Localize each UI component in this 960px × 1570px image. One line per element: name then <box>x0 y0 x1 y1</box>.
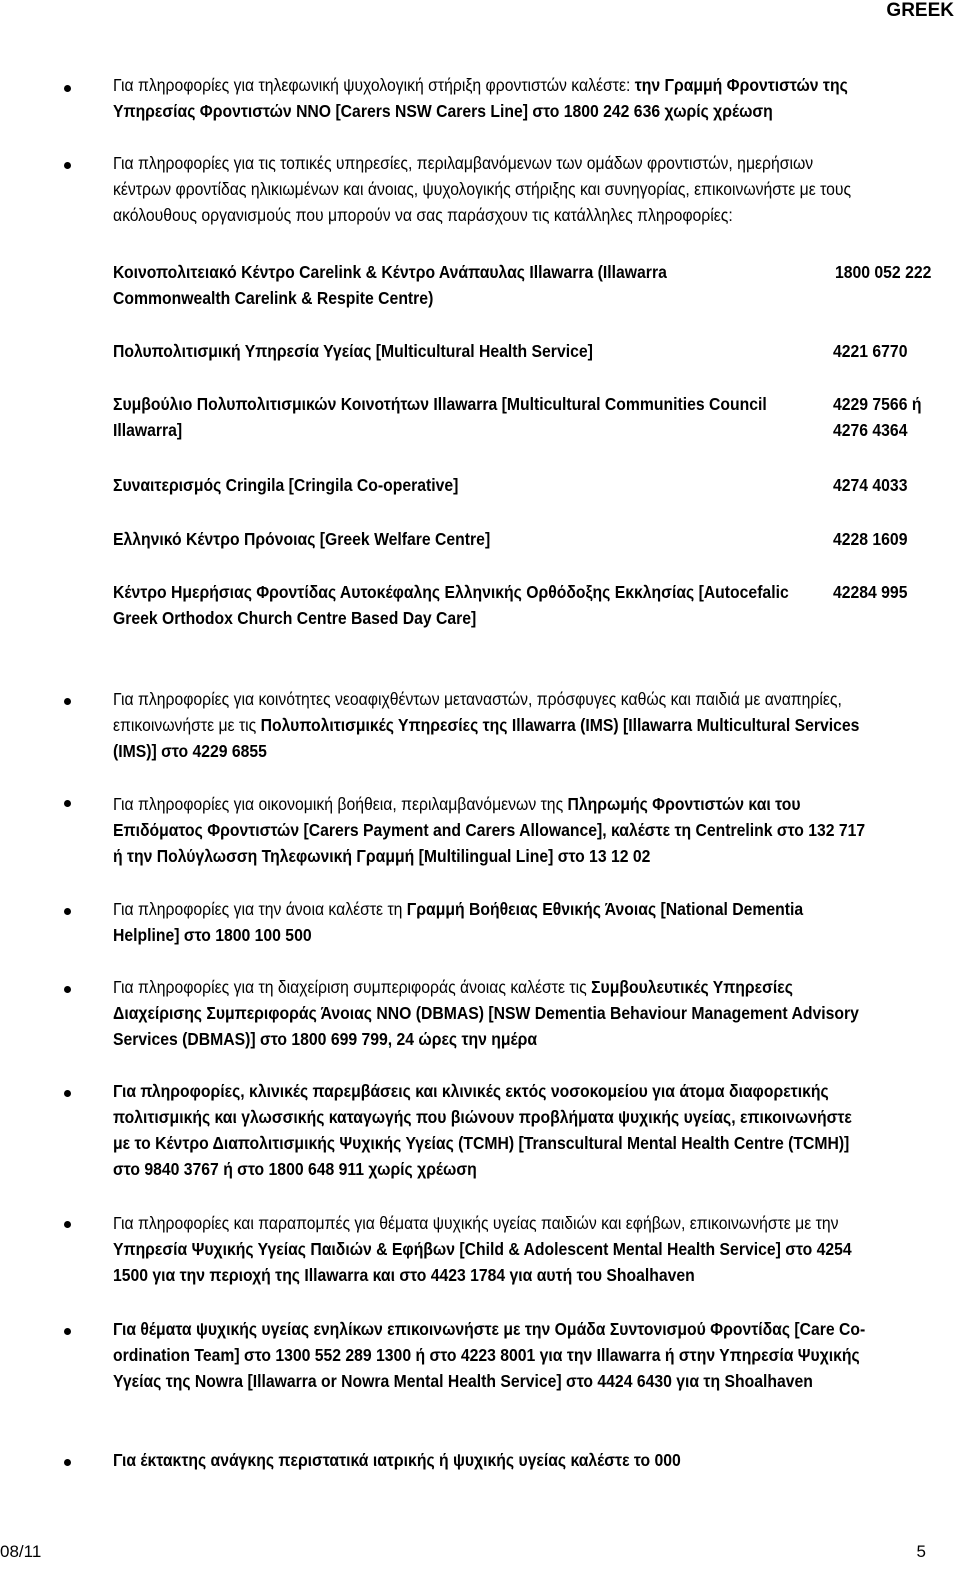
bullet-icon <box>64 1221 71 1228</box>
bullet-icon <box>64 1459 71 1466</box>
item-bold-text: Πολυπολιτισμικές Υπηρεσίες της Illawarra (IMS) [Illawarra Multicultural Services (IMS)] στο 4229 6855 <box>113 715 860 761</box>
intro-2-text: Για πληροφορίες για τις τοπικές υπηρεσίες, περιλαμβανόμενων των ομάδων φροντιστών, ημερήσιων κέντρων φροντίδας ηλικιωμένων και άνοιας, ψυχολογικής στήριξης και συνηγορίας, επικοινωνήστε με τους ακόλουθους οργανισμούς που μπορούν να σας παράσχουν τις κατάλληλες πληροφορίες: <box>113 153 852 225</box>
page-number: 5 <box>916 1542 926 1561</box>
contact-name: Ελληνικό Κέντρο Πρόνοιας [Greek Welfare Centre] <box>113 529 491 549</box>
intro-1-bold: την Γραμμή Φροντιστών της Υπηρεσίας Φροντιστών ΝΝΟ [Carers NSW Carers Line] στο 1800 242 636 χωρίς χρέωση <box>113 75 848 121</box>
item-bold-text: Συμβουλευτικές Υπηρεσίες Διαχείρισης Συμπεριφοράς Άνοιας ΝΝΟ (DBMAS) [NSW Dementia Behaviour Management Advisory Services (DBMAS)] στο 1800 699 799, 24 ώρες την ημέρα <box>113 977 859 1049</box>
contact-name: Κοινοπολιτειακό Κέντρο Carelink & Κέντρο Ανάπαυλας Illawarra (Illawarra Commonwealth Carelink & Respite Centre) <box>113 262 667 308</box>
contact-name: Συμβούλιο Πολυπολιτισμικών Κοινοτήτων Illawarra [Multicultural Communities Council Illawarra] <box>113 394 767 440</box>
item-bold-text: Πληρωμής Φροντιστών και του Επιδόματος Φροντιστών [Carers Payment and Carers Allowance], καλέστε τη Centrelink στο 132 717 ή την Πολύγλωσση Τηλεφωνική Γραμμή [Multilingual Line] στο 13 12 02 <box>113 794 866 866</box>
info-paragraph <box>113 896 869 948</box>
footer-date: 08/11 <box>0 1542 42 1561</box>
bullet-icon <box>64 1090 71 1097</box>
contact-phone: 4228 1609 <box>833 529 908 549</box>
contact-phone: 4221 6770 <box>833 341 908 361</box>
item-text: Για πληροφορίες για τη διαχείριση συμπεριφοράς άνοιας καλέστε τις <box>113 977 592 997</box>
bullet-icon <box>64 85 71 92</box>
bullet-icon <box>64 908 71 915</box>
info-paragraph <box>113 1316 869 1394</box>
info-paragraph <box>113 791 869 869</box>
info-paragraph <box>113 1447 869 1473</box>
bullet-icon <box>64 698 71 705</box>
info-paragraph <box>113 1210 869 1288</box>
item-bold-text: Για έκτακτης ανάγκης περιστατικά ιατρικής ή ψυχικής υγείας καλέστε το 000 <box>113 1450 681 1470</box>
item-bold-text: Γραμμή Βοήθειας Εθνικής Άνοιας [National Dementia Helpline] στο 1800 100 500 <box>113 899 804 945</box>
item-text: Για πληροφορίες και παραπομπές για θέματα ψυχικής υγείας παιδιών και εφήβων, επικοινωνήστε με την <box>113 1213 839 1233</box>
item-bold-text: Υπηρεσία Ψυχικής Υγείας Παιδιών & Εφήβων [Child & Adolescent Mental Health Service] στο 4254 1500 για την περιοχή της Illawarra και στο 4423 1784 για αυτή του Shoalhaven <box>113 1239 852 1285</box>
intro-paragraph <box>113 72 869 124</box>
intro-1-text: Για πληροφορίες για τηλεφωνική ψυχολογική στήριξη φροντιστών καλέστε: <box>113 75 635 95</box>
contact-phone: 4274 4033 <box>833 475 908 495</box>
info-paragraph <box>113 686 869 764</box>
language-label: GREEK <box>886 0 954 21</box>
bullet-icon <box>64 162 71 169</box>
item-text: Για πληροφορίες για οικονομική βοήθεια, περιλαμβανόμενων της <box>113 794 568 814</box>
item-text: Για πληροφορίες για κοινότητες νεοαφιχθέντων μεταναστών, πρόσφυγες καθώς και παιδιά με αναπηρίες, επικοινωνήστε με τις <box>113 689 842 735</box>
bullet-icon <box>64 800 71 807</box>
info-paragraph <box>113 1078 869 1182</box>
item-text: Για πληροφορίες για την άνοια καλέστε τη <box>113 899 407 919</box>
contact-phone: 42284 995 <box>833 582 908 602</box>
contact-phone: 4229 7566 ή 4276 4364 <box>833 394 922 440</box>
contact-phone: 1800 052 222 <box>835 262 932 282</box>
item-bold-text: Για πληροφορίες, κλινικές παρεμβάσεις και κλινικές εκτός νοσοκομείου για άτομα διαφορετικής πολιτισμικής και γλωσσικής καταγωγής που βιώνουν προβλήματα ψυχικής υγείας, επικοινωνήστε με το Κέντρο Διαπολιτισμικής Ψυχικής Υγείας (TCMH) [Transcultural Mental Health Centre (TCMH)] στο 9840 3767 ή στο 1800 648 911 χωρίς χρέωση <box>113 1081 852 1179</box>
contact-name: Κέντρο Ημερήσιας Φροντίδας Αυτοκέφαλης Ελληνικής Ορθόδοξης Εκκλησίας [Autocefalic Greek Orthodox Church Centre Based Day Care] <box>113 582 789 628</box>
bullet-icon <box>64 1328 71 1335</box>
bullet-icon <box>64 986 71 993</box>
intro-paragraph <box>113 150 869 228</box>
contact-name: Πολυπολιτισμική Υπηρεσία Υγείας [Multicultural Health Service] <box>113 341 593 361</box>
contact-name: Συναιτερισμός Cringila [Cringila Co-operative] <box>113 475 459 495</box>
item-bold-text: Για θέματα ψυχικής υγείας ενηλίκων επικοινωνήστε με την Ομάδα Συντονισμού Φροντίδας [Care Co-ordination Team] στο 1300 552 289 1300 ή στο 4223 8001 για την Illawarra ή στην Υπηρεσία Ψυχικής Υγείας της Nowra [Illawarra or Nowra Mental Health Service] στο 4424 6430 για τη Shoalhaven <box>113 1319 866 1391</box>
info-paragraph <box>113 974 869 1052</box>
